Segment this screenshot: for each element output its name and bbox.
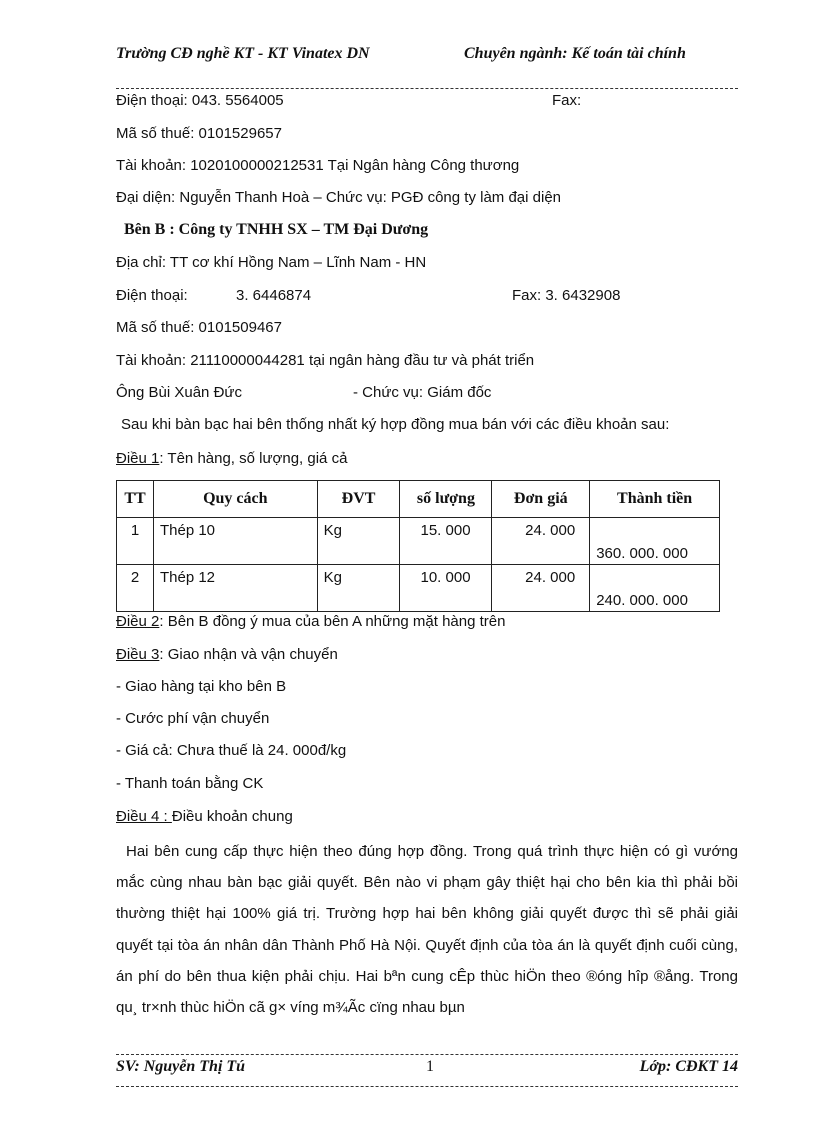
cell-qty: 15. 000 [400, 518, 492, 565]
page-header [116, 44, 738, 92]
list-item: - Giao hàng tại kho bên B [116, 678, 287, 695]
col-header-price: Đơn giá [492, 481, 590, 518]
student-name: SV: Nguyễn Thị Tú [116, 1058, 246, 1075]
cell-spec: Thép 10 [153, 518, 317, 565]
article-2 [116, 613, 505, 630]
party-a-fax: Fax: [552, 92, 582, 109]
party-a-tax: Mã số thuế: 0101529657 [116, 125, 282, 142]
cell-total: 360. 000. 000 [590, 518, 720, 565]
party-b-phone-label: Điện thoại: [116, 287, 188, 304]
party-a-account: Tài khoản: 1020100000212531 Tại Ngân hàng Công thương [116, 157, 520, 174]
party-b-address: Địa chỉ: TT cơ khí Hồng Nam – Lĩnh Nam - HN [116, 254, 427, 271]
intro-text: Sau khi bàn bạc hai bên thống nhất ký hợp đồng mua bán với các điều khoản sau: [121, 416, 670, 433]
table-row [117, 565, 720, 612]
article-1-label: Điều 1 [116, 450, 160, 467]
col-header-unit: ĐVT [317, 481, 400, 518]
major-name: Chuyên ngành: Kế toán tài chính [464, 45, 686, 62]
page-footer [116, 1058, 738, 1082]
party-b-fax: Fax: 3. 6432908 [512, 287, 621, 304]
party-b-rep-role: - Chức vụ: Giám đốc [353, 384, 492, 401]
cell-qty: 10. 000 [400, 565, 492, 612]
party-b-tax: Mã số thuế: 0101509467 [116, 319, 282, 336]
party-b-phone: 3. 6446874 [236, 287, 312, 304]
article-3 [116, 646, 338, 663]
article-3-text: : Giao nhận và vận chuyển [159, 646, 338, 663]
col-header-tt: TT [117, 481, 154, 518]
party-b-title: Bên B : Công ty TNHH SX – TM Đại Dương [124, 221, 429, 238]
footer-divider [116, 1054, 738, 1055]
article-4-paragraph: Hai bên cung cấp thực hiện theo đúng hợp đồng. Trong quá trình thực hiện có gì vướng mắc cùng nhau bàn bạc giải quyết. Bên nào vi phạm gây thiệt hại cho bên kia thì phải bồi thường thiệt hại 100% giá trị. Trường hợp hai bên không giải quyết được thì sẽ phải giải quyết tại tòa án nhân dân Thành Phố Hà Nội. Quyết định của tòa án là quyết định cuối cùng, án phí do bên thua kiện phải chịu. Hai bªn cung cÊp thùc hiÖn theo ®óng hîp ®ång. Trong qu¸ tr×nh thùc hiÖn cã g× víng m¾Ãc cïng nhau bµn [116, 843, 738, 1017]
list-item: - Cước phí vận chuyển [116, 710, 270, 727]
header-divider [116, 88, 738, 89]
goods-table [116, 480, 720, 612]
cell-spec: Thép 12 [153, 565, 317, 612]
article-4 [116, 808, 293, 825]
cell-tt: 2 [117, 565, 154, 612]
class-name: Lớp: CĐKT 14 [639, 1058, 738, 1075]
party-b-rep-name: Ông Bùi Xuân Đức [116, 384, 242, 401]
party-b-account: Tài khoản: 21110000044281 tại ngân hàng đầu tư và phát triển [116, 352, 535, 369]
article-2-label: Điều 2 [116, 613, 160, 630]
list-item: - Giá cả: Chưa thuế là 24. 000đ/kg [116, 742, 347, 759]
cell-tt: 1 [117, 518, 154, 565]
article-1 [116, 450, 347, 467]
cell-total: 240. 000. 000 [590, 565, 720, 612]
article-3-label: Điều 3 [116, 646, 160, 663]
list-item: - Thanh toán bằng CK [116, 775, 264, 792]
article-4-text: Điều khoản chung [171, 808, 293, 825]
school-name: Trường CĐ nghề KT - KT Vinatex DN [116, 45, 370, 62]
col-header-spec: Quy cách [153, 481, 317, 518]
cell-unit: Kg [317, 565, 400, 612]
col-header-qty: số lượng [400, 481, 492, 518]
party-a-rep: Đại diện: Nguyễn Thanh Hoà – Chức vụ: PGĐ công ty làm đại diện [116, 189, 562, 206]
table-row [117, 518, 720, 565]
article-4-label: Điều 4 : [116, 808, 172, 825]
party-a-phone: Điện thoại: 043. 5564005 [116, 92, 284, 109]
cell-price: 24. 000 [492, 565, 590, 612]
footer-bottom-divider [116, 1086, 738, 1087]
table-header-row [117, 481, 720, 518]
cell-price: 24. 000 [492, 518, 590, 565]
cell-unit: Kg [317, 518, 400, 565]
page-number: 1 [426, 1058, 434, 1075]
article-1-text: : Tên hàng, số lượng, giá cả [159, 450, 348, 467]
article-2-text: : Bên B đồng ý mua của bên A những mặt hàng trên [159, 613, 506, 630]
col-header-total: Thành tiền [590, 481, 720, 518]
